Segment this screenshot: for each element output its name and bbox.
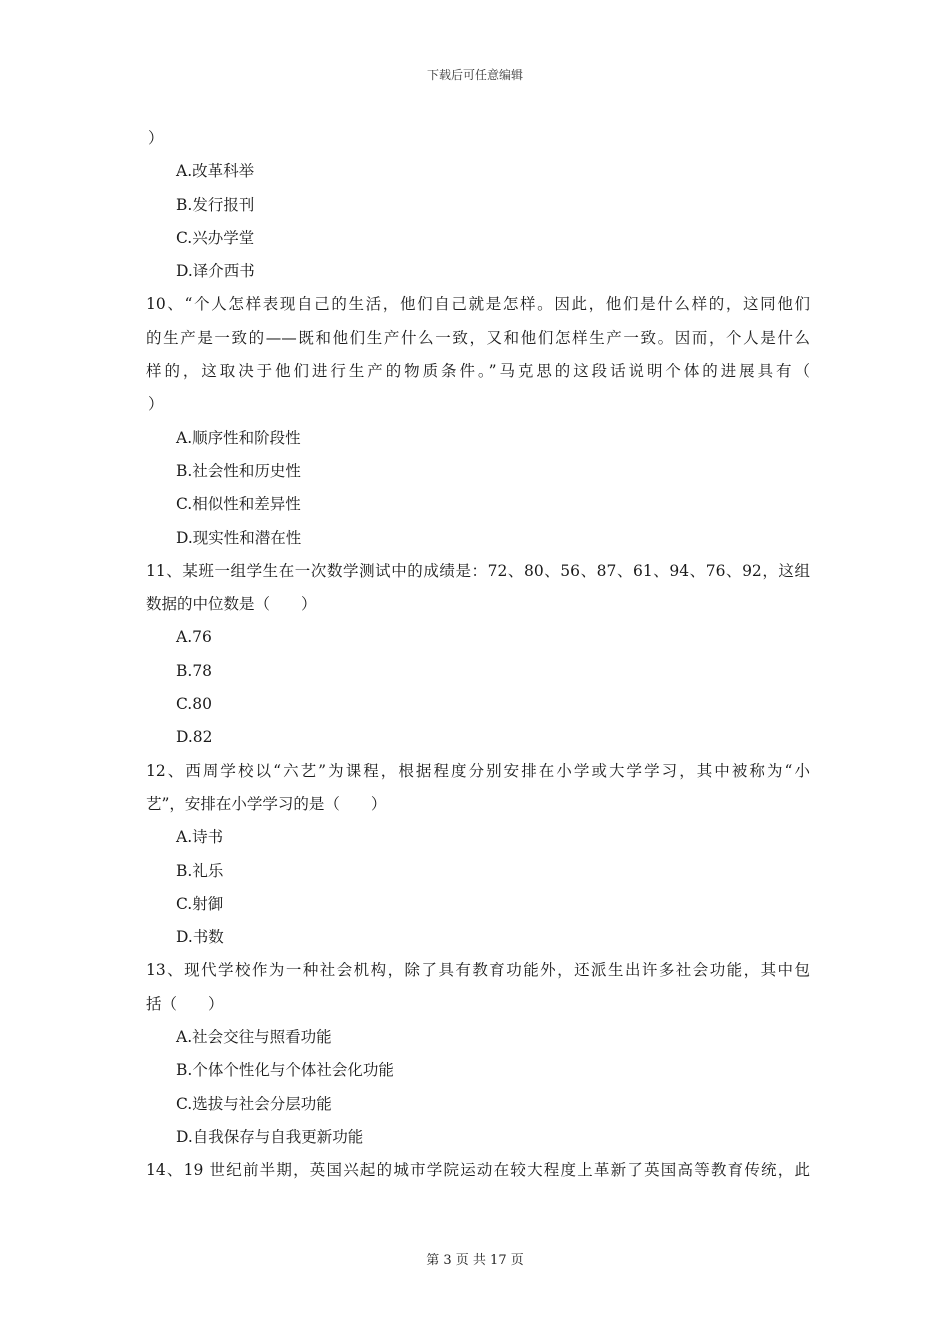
q13-option-b: B.个体个性化与个体社会化功能 xyxy=(176,1061,394,1080)
q11-line-1: 11、某班一组学生在一次数学测试中的成绩是：72、80、56、87、61、94、76、92，这组 xyxy=(146,561,810,580)
q11-option-a: A.76 xyxy=(176,628,212,647)
page-header: 下载后可任意编辑 xyxy=(426,68,523,82)
q13-option-a: A.社会交往与照看功能 xyxy=(176,1028,332,1047)
q13-line-1: 13、现代学校作为一种社会机构，除了具有教育功能外，还派生出许多社会功能，其中包 xyxy=(146,961,810,980)
q11-line-2: 数据的中位数是（ ） xyxy=(146,595,317,614)
q11-option-c: C.80 xyxy=(176,695,212,714)
q10-option-a: A.顺序性和阶段性 xyxy=(176,428,301,447)
page-footer: 第 3 页 共 17 页 xyxy=(426,1253,524,1268)
q12-line-2: 艺”，安排在小学学习的是（ ） xyxy=(146,794,387,813)
q13-option-d: D.自我保存与自我更新功能 xyxy=(176,1127,364,1146)
q10-option-d: D.现实性和潜在性 xyxy=(176,528,302,547)
q12-line-1: 12、西周学校以“六艺”为课程，根据程度分别安排在小学或大学学习，其中被称为“小 xyxy=(146,761,810,780)
q10-option-b: B.社会性和历史性 xyxy=(176,461,301,480)
q12-option-d: D.书数 xyxy=(176,928,224,947)
q10-line-3: 样的，这取决于他们进行生产的物质条件。”马克思的这段话说明个体的进展具有（ xyxy=(146,362,810,381)
q9-option-b: B.发行报刊 xyxy=(176,195,255,214)
document-body xyxy=(146,122,810,1188)
q12-option-c: C.射御 xyxy=(176,894,224,913)
q10-line-2: 的生产是一致的——既和他们生产什么一致，又和他们怎样生产一致。因而，个人是什么 xyxy=(146,328,810,347)
q9-option-d: D.译介西书 xyxy=(176,262,255,281)
q14-line-1: 14、19 世纪前半期，英国兴起的城市学院运动在较大程度上革新了英国高等教育传统，此 xyxy=(146,1161,810,1180)
question-9-tail: ） xyxy=(148,129,164,147)
q10-line-1: 10、“个人怎样表现自己的生活，他们自己就是怎样。因此，他们是什么样的，这同他们 xyxy=(146,295,810,314)
q13-line-2: 括（ ） xyxy=(146,994,224,1013)
q12-option-a: A.诗书 xyxy=(176,828,224,847)
q9-option-c: C.兴办学堂 xyxy=(176,228,255,247)
q10-option-c: C.相似性和差异性 xyxy=(176,495,301,514)
q11-option-b: B.78 xyxy=(176,661,213,680)
q11-option-d: D.82 xyxy=(176,728,213,747)
q10-line-4: ） xyxy=(148,395,164,414)
q13-option-c: C.选拔与社会分层功能 xyxy=(176,1094,332,1113)
q12-option-b: B.礼乐 xyxy=(176,861,224,880)
q9-option-a: A.改革科举 xyxy=(176,162,255,181)
